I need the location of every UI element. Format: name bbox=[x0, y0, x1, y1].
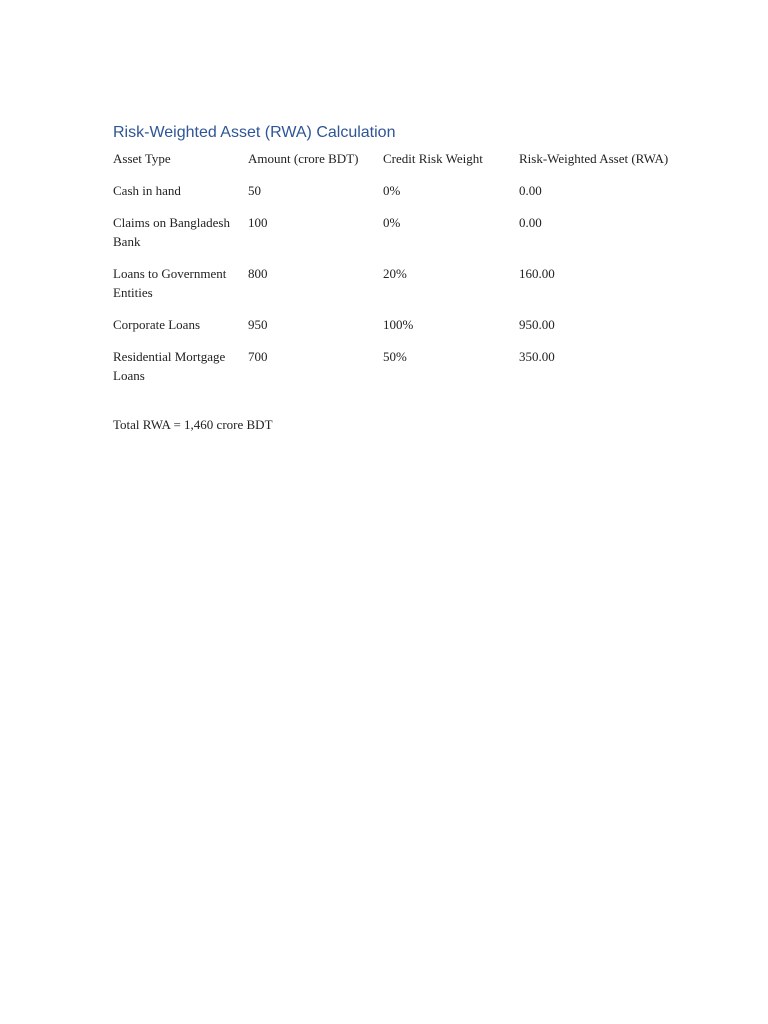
cell-amount: 100 bbox=[248, 215, 268, 230]
cell-amount: 700 bbox=[248, 349, 268, 364]
cell-asset-type: Cash in hand bbox=[113, 183, 181, 198]
cell-amount: 800 bbox=[248, 266, 268, 281]
table-header-row bbox=[113, 148, 669, 181]
cell-risk-weight: 100% bbox=[383, 317, 414, 332]
cell-risk-weight: 50% bbox=[383, 349, 407, 364]
cell-asset-type: Residential Mortgage Loans bbox=[113, 349, 226, 383]
total-rwa: Total RWA = 1,460 crore BDT bbox=[113, 417, 273, 432]
table-row bbox=[113, 213, 669, 264]
table-row bbox=[113, 181, 669, 213]
table-row bbox=[113, 315, 669, 347]
header-credit-risk-weight: Credit Risk Weight bbox=[383, 151, 483, 166]
cell-rwa: 950.00 bbox=[519, 317, 555, 332]
table-row bbox=[113, 347, 669, 398]
cell-asset-type: Claims on Bangladesh Bank bbox=[113, 215, 230, 249]
rwa-table bbox=[113, 148, 669, 398]
cell-asset-type: Corporate Loans bbox=[113, 317, 201, 332]
cell-rwa: 350.00 bbox=[519, 349, 555, 364]
cell-amount: 50 bbox=[248, 183, 261, 198]
cell-risk-weight: 0% bbox=[383, 183, 401, 198]
cell-asset-type: Loans to Government Entities bbox=[113, 266, 227, 300]
table-row bbox=[113, 264, 669, 315]
header-amount: Amount (crore BDT) bbox=[248, 151, 359, 166]
cell-amount: 950 bbox=[248, 317, 268, 332]
header-asset-type: Asset Type bbox=[113, 151, 171, 166]
cell-rwa: 160.00 bbox=[519, 266, 555, 281]
document-title: Risk-Weighted Asset (RWA) Calculation bbox=[113, 124, 396, 141]
cell-rwa: 0.00 bbox=[519, 183, 542, 198]
cell-rwa: 0.00 bbox=[519, 215, 542, 230]
cell-risk-weight: 0% bbox=[383, 215, 401, 230]
cell-risk-weight: 20% bbox=[383, 266, 407, 281]
header-rwa: Risk-Weighted Asset (RWA) bbox=[519, 151, 669, 166]
